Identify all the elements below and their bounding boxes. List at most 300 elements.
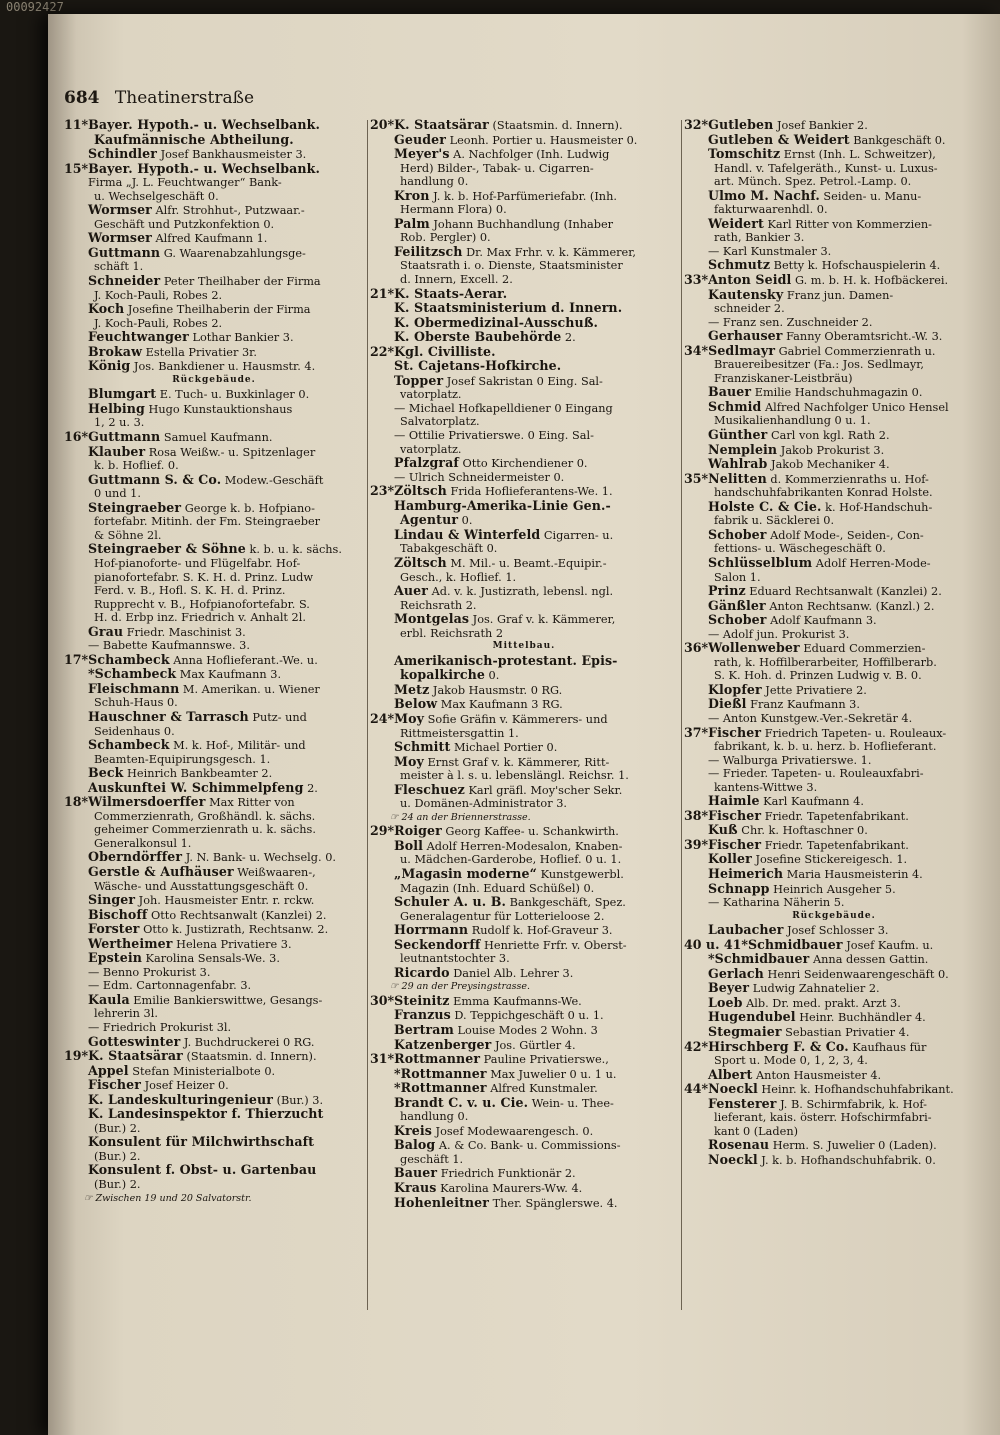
directory-entry — [370, 316, 678, 331]
entry-text: Josef Sakristan 0 Eing. Sal- — [443, 374, 603, 388]
entry-text: Rückgebäude. — [172, 374, 256, 385]
directory-entry — [64, 1122, 364, 1136]
entry-text: G. m. b. H. k. Hofbäckerei. — [791, 274, 949, 288]
entry-text: Eduard Rechtsanwalt (Kanzlei) 2. — [745, 585, 942, 599]
entry-text: Otto k. Justizrath, Rechtsanw. 2. — [139, 923, 329, 937]
entry-text: schäft 1. — [94, 260, 144, 274]
entry-text: Herm. S. Juwelier 0 (Laden). — [769, 1139, 937, 1153]
entry-text: Georg Kaffee- u. Schankwirth. — [441, 825, 619, 839]
entry-text: — Karl Kunstmaler 3. — [708, 244, 832, 258]
entry-text: Jakob Mechaniker 4. — [767, 458, 890, 472]
entry-name: Steinitz — [394, 993, 450, 1008]
entry-text: — Edm. Cartonnagenfabr. 3. — [88, 979, 252, 993]
directory-entry — [370, 301, 678, 316]
entry-text: Putz- und — [248, 710, 307, 724]
entry-name: Noeckl — [708, 1082, 758, 1097]
directory-entry — [684, 542, 984, 556]
directory-entry — [64, 823, 364, 837]
entry-name: Feilitzsch — [394, 244, 463, 259]
entry-name: Sedlmayr — [708, 343, 776, 358]
directory-entry — [64, 359, 364, 374]
entry-text: Friedrich Funktionär 2. — [437, 1167, 576, 1181]
house-number: 24* — [370, 711, 395, 726]
entry-name: Laubacher — [708, 923, 784, 938]
entry-text: Hugo Kunstauktionshaus — [144, 402, 293, 416]
directory-entry — [64, 810, 364, 824]
entry-text: Friedr. Maschinist 3. — [123, 625, 246, 639]
entry-text: lehrerin 3l. — [94, 1007, 158, 1021]
house-number: 22* — [370, 344, 395, 359]
entry-text: Jakob Hausmstr. 0 RG. — [429, 683, 563, 697]
directory-entry — [684, 428, 984, 443]
entry-name: Gotteswinter — [88, 1034, 181, 1049]
entry-text: Fanny Oberamtsricht.-W. 3. — [782, 330, 943, 344]
entry-text: Lothar Bankier 3. — [188, 331, 294, 345]
entry-name: Schmidbauer — [747, 937, 843, 952]
entry-name: Metz — [394, 682, 430, 697]
directory-entry — [370, 783, 678, 798]
directory-entry — [684, 457, 984, 472]
entry-name: kopalkirche — [400, 668, 485, 683]
entry-text: (Bur.) 3. — [272, 1093, 324, 1107]
entry-text: Magazin (Inh. Eduard Schüßel) 0. — [400, 881, 595, 895]
directory-entry — [64, 190, 364, 204]
entry-text: Rosa Weißw.- u. Spitzenlager — [145, 445, 316, 459]
entry-text: Hermann Flora) 0. — [400, 203, 507, 217]
directory-entry — [370, 374, 678, 389]
directory-entry — [684, 133, 984, 148]
entry-name: Amerikanisch-protestant. Epis- — [394, 653, 618, 668]
entry-text: d. Innern, Excell. 2. — [400, 273, 513, 287]
entry-text: — Adolf jun. Prokurist 3. — [708, 627, 850, 641]
entry-name: „Magasin moderne“ — [394, 866, 538, 881]
directory-entry — [370, 231, 678, 245]
entry-text: d. Kommerzienraths u. Hof- — [766, 472, 929, 486]
entry-name: Franzus — [394, 1008, 451, 1023]
entry-name: Appel — [88, 1063, 129, 1078]
entry-name: Kuß — [708, 823, 738, 838]
house-number-entry — [370, 287, 678, 302]
entry-text: George k. b. Hofpiano- — [181, 501, 315, 515]
entry-text: J. Buchdruckerei 0 RG. — [180, 1035, 315, 1049]
directory-entry — [370, 415, 678, 429]
directory-entry — [684, 1068, 984, 1083]
entry-text: — Franz sen. Zuschneider 2. — [708, 315, 873, 329]
entry-text: Adolf Herren-Modesalon, Knaben- — [423, 839, 623, 853]
entry-text: Anna Hoflieferant.-We. u. — [169, 653, 318, 667]
entry-name: Fischer — [708, 725, 762, 740]
directory-entry — [64, 611, 364, 625]
entry-text: Herd) Bilder-, Tabak- u. Cigarren- — [400, 161, 594, 175]
house-number: 42* — [684, 1039, 709, 1054]
entry-name: K. Oberste Baubehörde — [394, 330, 562, 345]
entry-text: Gabriel Commerzienrath u. — [775, 344, 936, 358]
directory-entry — [684, 923, 984, 938]
entry-name: Loeb — [708, 995, 743, 1010]
directory-entry — [370, 668, 678, 683]
entry-name: Guttmann — [88, 430, 161, 445]
entry-name: Schmid — [708, 399, 762, 414]
entry-text: kantens-Wittwe 3. — [714, 780, 818, 794]
entry-text: Generalkonsul 1. — [94, 836, 192, 850]
entry-text: H. d. Erbp inz. Friedrich v. Anhalt 2l. — [94, 611, 306, 625]
entry-text: Karl Kaufmann 4. — [759, 795, 864, 809]
entry-name: Albert — [708, 1067, 753, 1082]
entry-name: *Schmidbauer — [708, 952, 810, 967]
directory-entry — [684, 514, 984, 528]
directory-entry — [684, 316, 984, 330]
entry-name: Gutleben & Weidert — [708, 132, 850, 147]
entry-name: Meyer's — [394, 147, 450, 162]
entry-text: fettions- u. Wäschegeschäft 0. — [714, 542, 886, 556]
entry-text: Weißwaaren-, — [233, 865, 316, 879]
entry-text: Modew.-Geschäft — [221, 473, 324, 487]
entry-text: Friedr. Tapetenfabrikant. — [761, 809, 909, 823]
entry-text: Salon 1. — [714, 570, 761, 584]
entry-text: k. Hof-Handschuh- — [821, 500, 933, 514]
entry-text: Karl Ritter von Kommerzien- — [763, 217, 932, 231]
entry-text: Daniel Alb. Lehrer 3. — [449, 966, 574, 980]
entry-text: Ther. Spänglerswe. 4. — [489, 1196, 618, 1210]
directory-entry — [370, 882, 678, 896]
entry-text: Hof-pianoforte- und Flügelfabr. Hof- — [94, 556, 301, 570]
entry-name: Schambeck — [88, 738, 170, 753]
directory-entry — [64, 317, 364, 331]
column-divider — [681, 120, 682, 1310]
directory-entry — [684, 1138, 984, 1153]
entry-text: Max Kaufmann 3. — [176, 668, 282, 682]
entry-text: Firma „J. L. Feuchtwanger“ Bank- — [88, 176, 282, 190]
section-marker — [370, 640, 678, 654]
entry-text: Alfred Nachfolger Unico Hensel — [761, 400, 949, 414]
directory-entry — [684, 599, 984, 614]
house-number-entry — [684, 118, 984, 133]
entry-text: Kaufhaus für — [848, 1040, 927, 1054]
entry-text: rath, k. Hoffilberarbeiter, Hoffilberarb. — [714, 655, 937, 669]
entry-name: Gerstle & Aufhäuser — [88, 864, 234, 879]
street-name: Theatinerstraße — [114, 88, 255, 108]
entry-name: Oberndörffer — [88, 850, 183, 865]
entry-text: Emilie Bankierswittwe, Gesangs- — [129, 993, 323, 1007]
directory-entry — [64, 850, 364, 865]
entry-text: fabrik u. Säcklerei 0. — [714, 514, 835, 528]
entry-name: Rottmanner — [394, 1052, 481, 1067]
entry-name: Gutleben — [708, 118, 774, 132]
entry-text: J. Koch-Pauli, Robes 2. — [94, 316, 223, 330]
entry-text: k. b. u. k. sächs. — [245, 543, 342, 557]
directory-entry — [64, 274, 364, 289]
house-number: 37* — [684, 725, 709, 740]
house-number-entry — [684, 472, 984, 487]
entry-text: — Ulrich Schneidermeister 0. — [394, 470, 565, 484]
house-number: 30* — [370, 993, 395, 1008]
directory-entry — [64, 1107, 364, 1122]
directory-entry — [370, 175, 678, 189]
entry-text: Rob. Pergler) 0. — [400, 231, 491, 245]
entry-name: K. Landeskulturingenieur — [88, 1092, 273, 1107]
directory-entry — [64, 176, 364, 190]
entry-name: Konsulent für Milchwirthschaft — [88, 1135, 315, 1150]
entry-name: Tomschitz — [708, 147, 781, 162]
entry-text: Chr. k. Hoftaschner 0. — [737, 824, 868, 838]
entry-text: Peter Theilhaber der Firma — [160, 275, 321, 289]
directory-entry — [64, 203, 364, 218]
directory-entry — [370, 133, 678, 148]
directory-entry — [64, 979, 364, 993]
entry-text: J. N. Bank- u. Wechselg. 0. — [182, 851, 336, 865]
directory-entry — [684, 231, 984, 245]
entry-text: M. k. Hof-, Militär- und — [169, 739, 306, 753]
directory-entry — [370, 471, 678, 485]
entry-name: Rosenau — [708, 1138, 770, 1153]
directory-entry — [370, 654, 678, 669]
directory-entry — [370, 513, 678, 528]
entry-text: Samuel Kaufmann. — [160, 431, 273, 445]
cross-reference-note — [64, 1192, 364, 1206]
directory-entry — [370, 612, 678, 627]
directory-entry — [684, 712, 984, 726]
directory-entry — [684, 882, 984, 897]
directory-entry — [64, 710, 364, 725]
entry-text: Jos. Graf v. k. Kämmerer, — [469, 613, 616, 627]
entry-name: Fischer — [708, 837, 762, 852]
entry-name: Lindau & Winterfeld — [394, 527, 541, 542]
house-number-entry — [370, 484, 678, 499]
entry-name: Montgelas — [394, 612, 470, 627]
entry-text: E. Tuch- u. Buxkinlager 0. — [156, 388, 310, 402]
entry-text: Musikalienhandlung 0 u. 1. — [714, 414, 871, 428]
directory-entry — [370, 273, 678, 287]
column-2 — [370, 118, 678, 1210]
directory-entry — [684, 767, 984, 781]
entry-name: Fischer — [88, 1078, 141, 1093]
directory-entry — [684, 329, 984, 344]
entry-name: Kaufmännische Abtheilung. — [94, 132, 294, 147]
entry-name: Ulmo M. Nachf. — [708, 188, 820, 203]
entry-text: Josef Schlosser 3. — [783, 924, 889, 938]
entry-name: Wertheimer — [88, 936, 173, 951]
entry-text: Generalagentur für Lotterieloose 2. — [400, 909, 605, 923]
entry-name: Kraus — [394, 1181, 437, 1196]
directory-entry — [64, 571, 364, 585]
directory-entry — [684, 794, 984, 809]
directory-entry — [64, 893, 364, 908]
entry-text: Brauereibesitzer (Fa.: Jos. Sedlmayr, — [714, 358, 924, 372]
directory-entry — [370, 740, 678, 755]
entry-text: — Katharina Näherin 5. — [708, 896, 845, 910]
entry-text: J. B. Schirmfabrik, k. Hof- — [776, 1097, 927, 1111]
directory-entry — [370, 429, 678, 443]
directory-entry — [684, 1054, 984, 1068]
entry-name: Hugendubel — [708, 1010, 796, 1025]
entry-text: Tabakgeschäft 0. — [400, 542, 498, 556]
house-number: 19* — [64, 1049, 89, 1064]
entry-text: Ernst (Inh. L. Schweitzer), — [780, 148, 936, 162]
entry-text: A. & Co. Bank- u. Commissions- — [435, 1139, 621, 1153]
directory-entry — [64, 725, 364, 739]
directory-entry — [64, 302, 364, 317]
entry-text: Max Kaufmann 3 RG. — [437, 698, 563, 712]
entry-text: 0. — [484, 669, 500, 683]
directory-entry — [684, 500, 984, 515]
entry-text: fakturwaarenhdl. 0. — [714, 203, 828, 217]
entry-text: Joh. Hausmeister Entr. r. rckw. — [135, 894, 315, 908]
entry-name: *Schambeck — [88, 667, 177, 682]
entry-text: Jette Privatiere 2. — [761, 683, 867, 697]
directory-entry — [64, 147, 364, 162]
directory-entry — [684, 740, 984, 754]
house-number-entry — [684, 938, 984, 953]
entry-text: J. k. b. Hofhandschuhfabrik. 0. — [757, 1153, 936, 1167]
entry-name: Schindler — [88, 147, 157, 162]
entry-text: Bankgeschäft, Spez. — [506, 896, 626, 910]
house-number-entry — [370, 994, 678, 1009]
entry-text: Beamten-Equipirungsgesch. 1. — [94, 752, 271, 766]
directory-entry — [684, 203, 984, 217]
page-header — [64, 88, 364, 112]
house-number: 36* — [684, 641, 709, 656]
entry-text: Wein- u. Thee- — [528, 1096, 614, 1110]
house-number: 11* — [64, 118, 89, 132]
entry-text: Johann Buchhandlung (Inhaber — [429, 217, 614, 231]
entry-text: Ernst Graf v. k. Kämmerer, Ritt- — [423, 755, 610, 769]
directory-entry — [684, 628, 984, 642]
directory-entry — [370, 217, 678, 232]
entry-text: Friedr. Tapetenfabrikant. — [761, 838, 909, 852]
entry-text: Sofie Gräfin v. Kämmerers- und — [424, 712, 608, 726]
entry-name: Kgl. Civilliste. — [394, 344, 496, 359]
directory-entry — [370, 755, 678, 770]
entry-name: Brokaw — [88, 344, 143, 359]
entry-name: Fischer — [708, 808, 762, 823]
entry-text: pianofortefabr. S. K. H. d. Prinz. Ludw — [94, 570, 314, 584]
entry-text: Heinr. Buchhändler 4. — [795, 1011, 926, 1025]
directory-entry — [64, 473, 364, 488]
entry-name: Grau — [88, 624, 124, 639]
directory-entry — [370, 1067, 678, 1082]
directory-entry — [370, 839, 678, 854]
entry-text: Michael Portier 0. — [450, 741, 558, 755]
entry-name: Kaula — [88, 992, 130, 1007]
entry-text: Kunstgewerbl. — [537, 867, 624, 881]
entry-text: vatorplatz. — [400, 442, 462, 456]
entry-name: Brandt C. v. u. Cie. — [394, 1095, 529, 1110]
directory-entry — [64, 402, 364, 417]
entry-name: Klauber — [88, 444, 146, 459]
entry-name: Boll — [394, 838, 424, 853]
directory-entry — [370, 1138, 678, 1153]
house-number-entry — [64, 795, 364, 810]
entry-name: Katzenberger — [394, 1037, 492, 1052]
house-number: 21* — [370, 286, 395, 301]
directory-entry — [684, 528, 984, 543]
directory-entry — [64, 1035, 364, 1050]
directory-entry — [370, 584, 678, 599]
directory-entry — [64, 908, 364, 923]
directory-entry — [684, 372, 984, 386]
entry-name: Schober — [708, 613, 767, 628]
entry-text: (Bur.) 2. — [94, 1178, 141, 1192]
entry-text: Ad. v. k. Justizrath, lebensl. ngl. — [427, 585, 614, 599]
directory-entry — [370, 1038, 678, 1053]
entry-text: Rudolf k. Hof-Graveur 3. — [468, 924, 613, 938]
directory-entry — [684, 781, 984, 795]
entry-text: Josef Bankhausmeister 3. — [157, 148, 307, 162]
directory-entry — [370, 402, 678, 416]
entry-text: Salvatorplatz. — [400, 415, 480, 429]
directory-entry — [64, 487, 364, 501]
directory-entry — [370, 727, 678, 741]
directory-entry — [370, 147, 678, 162]
entry-name: Dießl — [708, 697, 747, 712]
entry-text: k. b. Hoflief. 0. — [94, 459, 179, 473]
house-number-entry — [684, 838, 984, 853]
entry-text: schneider 2. — [714, 302, 785, 316]
entry-text: Mittelbau. — [492, 641, 556, 652]
entry-name: *Rottmanner — [394, 1066, 487, 1081]
entry-text: (Staatsmin. d. Innern). — [182, 1050, 317, 1064]
directory-entry — [64, 459, 364, 473]
entry-text: (Staatsmin. d. Innern). — [488, 119, 623, 132]
entry-name: Holste C. & Cie. — [708, 499, 822, 514]
entry-name: Forster — [88, 922, 140, 937]
entry-name: Auer — [394, 584, 428, 599]
directory-entry — [370, 556, 678, 571]
directory-entry — [64, 246, 364, 261]
entry-name: Bauer — [394, 1166, 438, 1181]
entry-text: u. Domänen-Administrator 3. — [400, 797, 568, 811]
entry-text: Sebastian Privatier 4. — [781, 1026, 910, 1039]
entry-text: handlung 0. — [400, 1110, 469, 1124]
directory-entry — [684, 996, 984, 1011]
entry-text: Josef Kaufm. u. — [842, 938, 934, 952]
entry-text: (Bur.) 2. — [94, 1121, 141, 1135]
entry-name: K. Staatsärar — [394, 118, 489, 132]
directory-entry — [64, 966, 364, 980]
entry-text: Josef Heizer 0. — [141, 1079, 229, 1093]
entry-text: Jos. Bankdiener u. Hausmstr. 4. — [130, 360, 316, 374]
entry-text: Adolf Mode-, Seiden-, Con- — [766, 528, 924, 542]
directory-entry — [684, 258, 984, 273]
entry-name: Guttmann — [88, 245, 161, 260]
entry-name: Fleschuez — [394, 782, 465, 797]
directory-entry — [64, 387, 364, 402]
directory-entry — [684, 981, 984, 996]
directory-entry — [684, 683, 984, 698]
directory-entry — [370, 1181, 678, 1196]
house-number-entry — [684, 273, 984, 288]
entry-text: Commerzienrath, Großhändl. k. sächs. — [94, 809, 316, 823]
directory-entry — [64, 557, 364, 571]
entry-text: fortefabr. Mitinh. der Fm. Steingraeber — [94, 515, 321, 529]
entry-name: Gerhauser — [708, 329, 783, 344]
directory-entry — [370, 697, 678, 712]
entry-name: Kreis — [394, 1123, 432, 1138]
directory-entry — [64, 529, 364, 543]
directory-entry — [64, 1093, 364, 1108]
entry-text: u. Mädchen-Garderobe, Hoflief. 0 u. 1. — [400, 853, 622, 867]
directory-entry — [684, 656, 984, 670]
house-number-entry — [370, 712, 678, 727]
directory-entry — [684, 189, 984, 204]
entry-text: Betty k. Hofschauspielerin 4. — [770, 259, 941, 273]
directory-entry — [684, 1025, 984, 1040]
house-number-entry — [684, 1040, 984, 1055]
entry-text: Jakob Prokurist 3. — [777, 443, 885, 457]
entry-text: Heinr. k. Hofhandschuhfabrikant. — [757, 1083, 954, 1097]
entry-text: Staatsrath i. o. Dienste, Staatsminister — [400, 259, 623, 273]
house-number-entry — [684, 641, 984, 656]
